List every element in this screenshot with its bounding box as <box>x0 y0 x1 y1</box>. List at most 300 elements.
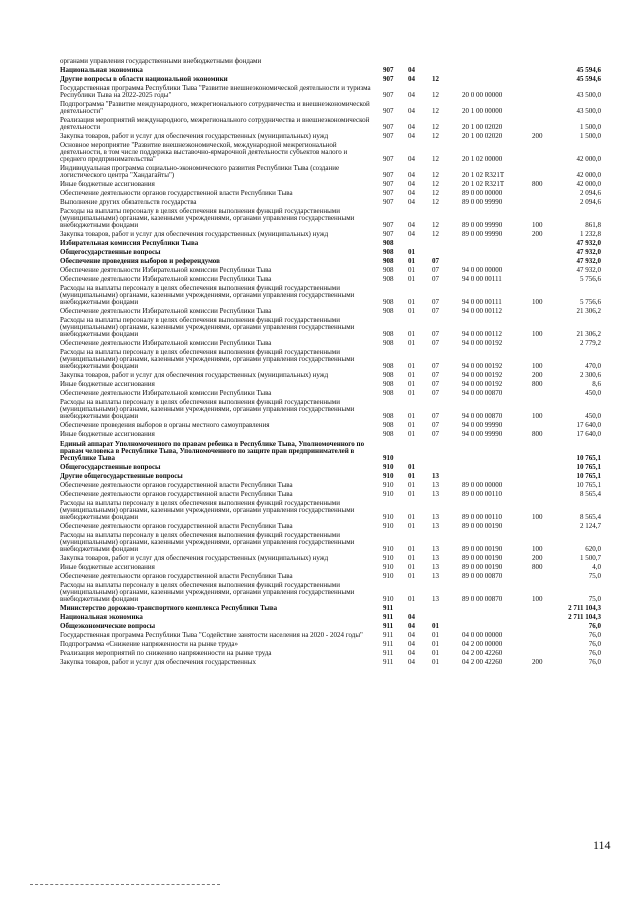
table-row <box>60 473 605 480</box>
row-section-code: 01 <box>408 330 415 338</box>
row-section-code: 04 <box>408 171 415 179</box>
table-row <box>60 190 605 197</box>
table-row <box>60 372 605 379</box>
row-amount: 8 565,4 <box>580 490 601 498</box>
row-name: Министерство дорожно-транспортного комплекса Республики Тыва <box>60 604 278 612</box>
row-expense-type: 100 <box>532 298 543 306</box>
row-ministry-code: 908 <box>383 362 394 370</box>
table-row <box>60 142 605 163</box>
row-subsection-code: 12 <box>432 107 439 115</box>
row-subsection-code: 01 <box>432 622 439 630</box>
row-name: Расходы на выплаты персоналу в целях обеспечения выполнения функций государственными (муниципальными) органами, казенными учреждениями, органами управления государственными внебюджетными фондами <box>60 398 355 420</box>
row-amount: 1 500,7 <box>580 554 601 562</box>
row-amount: 76,0 <box>588 658 601 666</box>
row-section-code: 01 <box>408 430 415 438</box>
row-subsection-code: 13 <box>432 481 439 489</box>
row-ministry-code: 910 <box>383 545 394 553</box>
row-name: Расходы на выплаты персоналу в целях обеспечения выполнения функций государственными (муниципальными) органами, казенными учреждениями, органами управления государственными внебюджетными фондами <box>60 531 355 553</box>
row-amount: 2 711 104,3 <box>568 613 601 621</box>
row-amount: 5 756,6 <box>580 275 601 283</box>
row-name: Обеспечение проведения выборов в органы местного самоуправления <box>60 421 270 429</box>
row-subsection-code: 07 <box>432 266 439 274</box>
row-target-article: 20 1 02 R321T <box>462 171 505 179</box>
row-section-code: 01 <box>408 371 415 379</box>
table-row <box>60 399 605 420</box>
row-amount: 21 306,2 <box>576 307 601 315</box>
row-expense-type: 200 <box>532 371 543 379</box>
table-row <box>60 441 605 462</box>
row-ministry-code: 911 <box>383 631 394 639</box>
row-amount: 10 765,1 <box>576 472 601 480</box>
row-ministry-code: 910 <box>383 454 394 462</box>
row-section-code: 04 <box>408 649 415 657</box>
row-expense-type: 100 <box>532 221 543 229</box>
row-target-article: 20 0 00 00000 <box>462 91 503 99</box>
row-ministry-code: 910 <box>383 472 394 480</box>
row-name: Закупка товаров, работ и услуг для обеспечения государственных (муниципальных) нужд <box>60 230 329 238</box>
row-subsection-code: 13 <box>432 572 439 580</box>
row-amount: 1 500,0 <box>580 132 601 140</box>
row-amount: 43 500,0 <box>576 107 601 115</box>
table-row <box>60 231 605 238</box>
row-target-article: 94 0 00 00192 <box>462 380 503 388</box>
row-section-code: 01 <box>408 554 415 562</box>
row-expense-type: 800 <box>532 380 543 388</box>
row-section-code: 01 <box>408 545 415 553</box>
row-subsection-code: 12 <box>432 75 439 83</box>
row-subsection-code: 12 <box>432 123 439 131</box>
row-section-code: 04 <box>408 155 415 163</box>
row-amount: 8 565,4 <box>580 513 601 521</box>
row-ministry-code: 910 <box>383 595 394 603</box>
row-target-article: 04 2 00 00000 <box>462 640 503 648</box>
row-name: Обеспечение проведения выборов и референдумов <box>60 257 220 265</box>
row-target-article: 04 0 00 00000 <box>462 631 503 639</box>
row-ministry-code: 908 <box>383 339 394 347</box>
row-subsection-code: 07 <box>432 307 439 315</box>
row-amount: 47 932,0 <box>576 257 601 265</box>
row-name: Закупка товаров, работ и услуг для обеспечения государственных (муниципальных) нужд <box>60 371 329 379</box>
row-ministry-code: 907 <box>383 230 394 238</box>
row-name: Общегосударственные вопросы <box>60 248 161 256</box>
row-ministry-code: 910 <box>383 522 394 530</box>
table-row <box>60 308 605 315</box>
table-row <box>60 285 605 306</box>
row-ministry-code: 907 <box>383 132 394 140</box>
row-subsection-code: 12 <box>432 155 439 163</box>
row-name: Иные бюджетные ассигнования <box>60 380 155 388</box>
row-name: Единый аппарат Уполномоченного по правам ребенка в Республике Тыва, Уполномоченного по правам человека в Республике Тыва, Уполномоченного по защите прав предпринимателей в Республике Тыва <box>60 440 365 462</box>
row-section-code: 04 <box>408 230 415 238</box>
row-name: Расходы на выплаты персоналу в целях обеспечения выполнения функций государственными (муниципальными) органами, казенными учреждениями, органами управления государственными внебюджетными фондами <box>60 284 355 306</box>
row-amount: 4,0 <box>592 563 601 571</box>
row-name: Обеспечение деятельности Избирательной комиссии Республики Тыва <box>60 339 272 347</box>
row-target-article: 94 0 00 00870 <box>462 389 503 397</box>
table-row <box>60 632 605 639</box>
row-name: Иные бюджетные ассигнования <box>60 430 155 438</box>
row-subsection-code: 07 <box>432 298 439 306</box>
row-name: Закупка товаров, работ и услуг для обеспечения государственных (муниципальных) нужд <box>60 132 329 140</box>
row-ministry-code: 910 <box>383 513 394 521</box>
table-row <box>60 422 605 429</box>
table-row <box>60 165 605 179</box>
row-section-code: 01 <box>408 595 415 603</box>
row-amount: 45 594,6 <box>576 66 601 74</box>
row-amount: 10 765,1 <box>576 463 601 471</box>
table-row <box>60 500 605 521</box>
table-row <box>60 555 605 562</box>
row-expense-type: 100 <box>532 595 543 603</box>
row-target-article: 20 1 02 00000 <box>462 155 503 163</box>
row-target-article: 89 0 00 00110 <box>462 490 502 498</box>
row-amount: 47 932,0 <box>576 248 601 256</box>
table-row <box>60 276 605 283</box>
row-ministry-code: 908 <box>383 257 394 265</box>
row-section-code: 01 <box>408 472 415 480</box>
row-subsection-code: 07 <box>432 362 439 370</box>
row-ministry-code: 907 <box>383 75 394 83</box>
row-expense-type: 100 <box>532 513 543 521</box>
row-ministry-code: 910 <box>383 554 394 562</box>
row-amount: 450,0 <box>585 389 601 397</box>
row-section-code: 01 <box>408 275 415 283</box>
table-row <box>60 349 605 370</box>
row-subsection-code: 07 <box>432 330 439 338</box>
table-row <box>60 482 605 489</box>
row-name: Расходы на выплаты персоналу в целях обеспечения выполнения функций государственными (муниципальными) органами, казенными учреждениями, органами управления государственными внебюджетными фондами <box>60 316 355 338</box>
row-ministry-code: 908 <box>383 239 394 247</box>
row-name: Расходы на выплаты персоналу в целях обеспечения выполнения функций государственными (муниципальными) органами, казенными учреждениями, органами управления государственными внебюджетными фондами <box>60 207 355 229</box>
row-section-code: 04 <box>408 198 415 206</box>
row-subsection-code: 12 <box>432 221 439 229</box>
row-name: Обеспечение деятельности органов государственной власти Республики Тыва <box>60 481 293 489</box>
row-target-article: 94 0 00 99990 <box>462 421 503 429</box>
row-section-code: 04 <box>408 640 415 648</box>
row-ministry-code: 907 <box>383 198 394 206</box>
row-target-article: 20 1 00 00000 <box>462 107 503 115</box>
row-ministry-code: 907 <box>383 171 394 179</box>
row-section-code: 04 <box>408 189 415 197</box>
table-row <box>60 85 605 99</box>
row-ministry-code: 907 <box>383 107 394 115</box>
row-amount: 2 300,6 <box>580 371 601 379</box>
row-name: Государственная программа Республики Тыва "Содействие занятости населения на 2020 - 2024 годы" <box>60 631 363 639</box>
table-row <box>60 101 605 115</box>
row-name: Индивидуальная программа социально-экономического развития Республики Тыва (создание логистического центра "Хандагайты") <box>60 164 340 179</box>
table-row <box>60 58 605 65</box>
table-row <box>60 650 605 657</box>
row-name: Закупка товаров, работ и услуг для обеспечения государственных <box>60 658 257 666</box>
row-ministry-code: 911 <box>383 613 394 621</box>
row-amount: 470,0 <box>585 362 601 370</box>
row-amount: 76,0 <box>588 631 601 639</box>
row-amount: 2 711 104,3 <box>568 604 601 612</box>
row-amount: 8,6 <box>592 380 601 388</box>
row-ministry-code: 910 <box>383 572 394 580</box>
row-amount: 76,0 <box>588 622 601 630</box>
row-ministry-code: 908 <box>383 275 394 283</box>
row-target-article: 04 2 00 42260 <box>462 649 503 657</box>
table-row <box>60 240 605 247</box>
row-target-article: 89 0 00 00190 <box>462 522 503 530</box>
row-target-article: 89 0 00 00190 <box>462 545 503 553</box>
row-ministry-code: 907 <box>383 155 394 163</box>
row-name: Иные бюджетные ассигнования <box>60 180 155 188</box>
row-subsection-code: 12 <box>432 171 439 179</box>
row-name: Подпрограмма «Снижение напряженности на рынке труда» <box>60 640 238 648</box>
row-subsection-code: 13 <box>432 522 439 530</box>
row-section-code: 01 <box>408 298 415 306</box>
row-amount: 450,0 <box>585 412 601 420</box>
row-subsection-code: 13 <box>432 513 439 521</box>
row-name: Обеспечение деятельности Избирательной комиссии Республики Тыва <box>60 266 272 274</box>
row-name: Обеспечение деятельности органов государственной власти Республики Тыва <box>60 189 293 197</box>
row-subsection-code: 07 <box>432 389 439 397</box>
row-subsection-code: 12 <box>432 132 439 140</box>
row-expense-type: 800 <box>532 180 543 188</box>
row-expense-type: 200 <box>532 554 543 562</box>
page-number: 114 <box>593 838 611 852</box>
row-name: органами управления государственными внебюджетными фондами <box>60 57 262 65</box>
row-section-code: 04 <box>408 132 415 140</box>
row-expense-type: 200 <box>532 658 543 666</box>
row-ministry-code: 908 <box>383 430 394 438</box>
table-row <box>60 117 605 131</box>
row-amount: 10 765,1 <box>576 481 601 489</box>
row-section-code: 01 <box>408 257 415 265</box>
row-ministry-code: 907 <box>383 221 394 229</box>
row-subsection-code: 07 <box>432 371 439 379</box>
row-ministry-code: 907 <box>383 123 394 131</box>
row-ministry-code: 911 <box>383 658 394 666</box>
row-ministry-code: 910 <box>383 490 394 498</box>
row-subsection-code: 07 <box>432 257 439 265</box>
row-amount: 861,8 <box>585 221 601 229</box>
row-subsection-code: 12 <box>432 230 439 238</box>
row-expense-type: 100 <box>532 545 543 553</box>
row-section-code: 01 <box>408 412 415 420</box>
row-name: Реализация мероприятий по снижению напряженности на рынке труда <box>60 649 272 657</box>
row-subsection-code: 12 <box>432 180 439 188</box>
row-name: Обеспечение деятельности Избирательной комиссии Республики Тыва <box>60 275 272 283</box>
row-target-article: 89 0 00 99990 <box>462 198 503 206</box>
row-amount: 5 756,6 <box>580 298 601 306</box>
row-subsection-code: 07 <box>432 380 439 388</box>
row-amount: 42 000,0 <box>576 155 601 163</box>
table-row <box>60 614 605 621</box>
row-amount: 10 765,1 <box>576 454 601 462</box>
row-ministry-code: 908 <box>383 266 394 274</box>
row-amount: 47 932,0 <box>576 239 601 247</box>
row-amount: 45 594,6 <box>576 75 601 83</box>
row-target-article: 89 0 00 99990 <box>462 230 503 238</box>
row-target-article: 20 1 00 02020 <box>462 132 503 140</box>
table-row <box>60 267 605 274</box>
row-subsection-code: 07 <box>432 339 439 347</box>
row-subsection-code: 07 <box>432 421 439 429</box>
row-expense-type: 800 <box>532 430 543 438</box>
row-name: Подпрограмма "Развитие международного, межрегионального сотрудничества и внешнеэкономической деятельности" <box>60 100 370 115</box>
row-subsection-code: 13 <box>432 563 439 571</box>
table-row <box>60 605 605 612</box>
row-target-article: 20 1 02 R321T <box>462 180 505 188</box>
table-row <box>60 573 605 580</box>
row-section-code: 04 <box>408 221 415 229</box>
row-amount: 43 500,0 <box>576 91 601 99</box>
row-target-article: 94 0 00 00111 <box>462 298 502 306</box>
row-expense-type: 100 <box>532 412 543 420</box>
row-ministry-code: 908 <box>383 298 394 306</box>
row-amount: 75,0 <box>588 572 601 580</box>
row-subsection-code: 01 <box>432 631 439 639</box>
row-name: Общегосударственные вопросы <box>60 463 161 471</box>
table-row <box>60 199 605 206</box>
row-name: Закупка товаров, работ и услуг для обеспечения государственных (муниципальных) нужд <box>60 554 329 562</box>
row-expense-type: 200 <box>532 132 543 140</box>
row-name: Реализация мероприятий международного, межрегионального сотрудничества и внешнеэкономической деятельности <box>60 116 370 131</box>
row-section-code: 04 <box>408 622 415 630</box>
table-row <box>60 381 605 388</box>
row-ministry-code: 907 <box>383 180 394 188</box>
row-amount: 17 640,0 <box>576 421 601 429</box>
row-name: Другие вопросы в области национальной экономики <box>60 75 228 83</box>
table-row <box>60 208 605 229</box>
row-section-code: 01 <box>408 248 415 256</box>
row-amount: 21 306,2 <box>576 330 601 338</box>
row-ministry-code: 911 <box>383 604 394 612</box>
row-ministry-code: 908 <box>383 330 394 338</box>
table-row <box>60 659 605 666</box>
row-section-code: 01 <box>408 513 415 521</box>
row-name: Расходы на выплаты персоналу в целях обеспечения выполнения функций государственными (муниципальными) органами, казенными учреждениями, органами управления государственными внебюджетными фондами <box>60 499 355 521</box>
table-row <box>60 532 605 553</box>
table-row <box>60 133 605 140</box>
row-name: Обеспечение деятельности органов государственной власти Республики Тыва <box>60 522 293 530</box>
table-row <box>60 641 605 648</box>
row-subsection-code: 01 <box>432 658 439 666</box>
row-amount: 1 232,8 <box>580 230 601 238</box>
row-subsection-code: 13 <box>432 472 439 480</box>
table-row <box>60 249 605 256</box>
row-target-article: 89 0 00 00000 <box>462 481 503 489</box>
row-target-article: 89 0 00 00190 <box>462 554 503 562</box>
row-amount: 1 500,0 <box>580 123 601 131</box>
row-target-article: 89 0 00 00870 <box>462 595 503 603</box>
row-name: Обеспечение деятельности Избирательной комиссии Республики Тыва <box>60 307 272 315</box>
row-ministry-code: 908 <box>383 389 394 397</box>
table-row <box>60 67 605 74</box>
row-name: Государственная программа Республики Тыва "Развитие внешнеэкономической деятельности и туризма Республики Тыва на 2022-2025 годы" <box>60 84 371 99</box>
row-section-code: 04 <box>408 91 415 99</box>
row-subsection-code: 07 <box>432 430 439 438</box>
row-expense-type: 100 <box>532 362 543 370</box>
row-target-article: 89 0 00 00000 <box>462 189 503 197</box>
row-ministry-code: 910 <box>383 481 394 489</box>
row-section-code: 01 <box>408 362 415 370</box>
row-section-code: 01 <box>408 339 415 347</box>
row-subsection-code: 13 <box>432 490 439 498</box>
table-row <box>60 340 605 347</box>
row-amount: 2 094,6 <box>580 198 601 206</box>
row-amount: 17 640,0 <box>576 430 601 438</box>
row-section-code: 04 <box>408 631 415 639</box>
row-expense-type: 800 <box>532 563 543 571</box>
row-section-code: 01 <box>408 380 415 388</box>
row-amount: 76,0 <box>588 649 601 657</box>
row-name: Национальная экономика <box>60 66 143 74</box>
row-subsection-code: 13 <box>432 545 439 553</box>
row-ministry-code: 908 <box>383 371 394 379</box>
row-ministry-code: 910 <box>383 463 394 471</box>
row-section-code: 01 <box>408 421 415 429</box>
table-row <box>60 491 605 498</box>
row-target-article: 20 1 00 02020 <box>462 123 503 131</box>
budget-table <box>60 58 605 668</box>
row-subsection-code: 07 <box>432 275 439 283</box>
row-target-article: 94 0 00 00111 <box>462 275 502 283</box>
table-row <box>60 258 605 265</box>
row-ministry-code: 910 <box>383 563 394 571</box>
footer-rule <box>30 884 220 885</box>
row-ministry-code: 908 <box>383 421 394 429</box>
row-subsection-code: 12 <box>432 189 439 197</box>
row-subsection-code: 13 <box>432 554 439 562</box>
row-target-article: 94 0 00 99990 <box>462 430 503 438</box>
row-section-code: 04 <box>408 107 415 115</box>
row-amount: 2 779,2 <box>580 339 601 347</box>
table-row <box>60 181 605 188</box>
row-amount: 42 000,0 <box>576 171 601 179</box>
row-name: Национальная экономика <box>60 613 143 621</box>
row-amount: 47 932,0 <box>576 266 601 274</box>
row-section-code: 01 <box>408 463 415 471</box>
row-ministry-code: 907 <box>383 189 394 197</box>
table-row <box>60 317 605 338</box>
row-amount: 2 124,7 <box>580 522 601 530</box>
row-ministry-code: 911 <box>383 640 394 648</box>
table-row <box>60 390 605 397</box>
table-row <box>60 523 605 530</box>
row-target-article: 94 0 00 00112 <box>462 330 502 338</box>
row-section-code: 04 <box>408 123 415 131</box>
row-target-article: 89 0 00 00190 <box>462 563 503 571</box>
row-section-code: 04 <box>408 180 415 188</box>
row-section-code: 01 <box>408 266 415 274</box>
row-subsection-code: 01 <box>432 640 439 648</box>
table-row <box>60 464 605 471</box>
row-target-article: 89 0 00 00870 <box>462 572 503 580</box>
row-amount: 42 000,0 <box>576 180 601 188</box>
row-section-code: 04 <box>408 66 415 74</box>
table-row <box>60 431 605 438</box>
row-section-code: 01 <box>408 389 415 397</box>
row-section-code: 04 <box>408 75 415 83</box>
row-amount: 620,0 <box>585 545 601 553</box>
row-target-article: 94 0 00 00192 <box>462 371 503 379</box>
row-subsection-code: 01 <box>432 649 439 657</box>
row-name: Общеэкономические вопросы <box>60 622 156 630</box>
row-name: Выполнение других обязательств государства <box>60 198 197 206</box>
row-ministry-code: 908 <box>383 248 394 256</box>
row-section-code: 01 <box>408 490 415 498</box>
row-amount: 76,0 <box>588 640 601 648</box>
row-name: Избирательная комиссия Республики Тыва <box>60 239 199 247</box>
row-ministry-code: 911 <box>383 649 394 657</box>
row-section-code: 01 <box>408 307 415 315</box>
row-target-article: 94 0 00 00112 <box>462 307 502 315</box>
row-ministry-code: 908 <box>383 380 394 388</box>
row-name: Обеспечение деятельности Избирательной комиссии Республики Тыва <box>60 389 272 397</box>
